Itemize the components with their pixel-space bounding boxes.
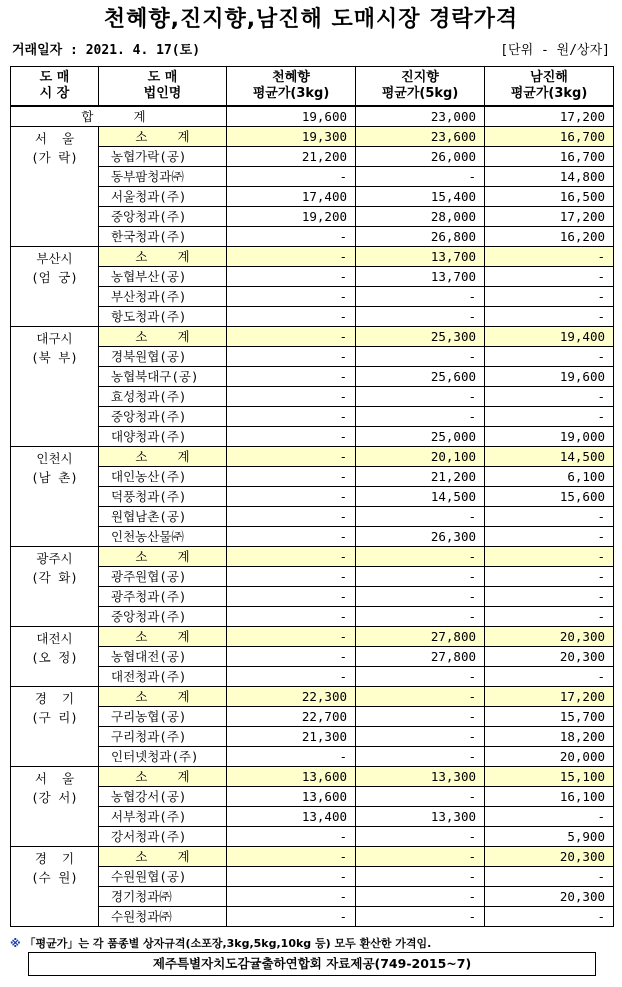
price-value-1: - xyxy=(227,507,356,527)
header-market-line2: 시 장 xyxy=(39,86,70,101)
footnote-mark: ※ xyxy=(10,937,21,950)
market-name: 부산시 xyxy=(36,251,73,266)
price-value-2: - xyxy=(356,407,485,427)
table-row xyxy=(11,527,614,547)
market-name: 경 기 xyxy=(34,851,75,866)
price-value-2: - xyxy=(356,507,485,527)
market-cell xyxy=(11,687,99,767)
price-value-3: 20,300 xyxy=(485,647,614,667)
market-subtotal-row xyxy=(11,447,614,467)
corp-name: 농협가락(공) xyxy=(99,147,227,167)
meta-bar xyxy=(12,40,610,62)
price-value-2: - xyxy=(356,907,485,927)
price-value-3: - xyxy=(485,567,614,587)
price-value-2: - xyxy=(356,747,485,767)
price-value-1: - xyxy=(227,407,356,427)
price-value-3: - xyxy=(485,307,614,327)
corp-name: 경북원협(공) xyxy=(99,347,227,367)
price-value-2: - xyxy=(356,867,485,887)
price-value-2: 26,300 xyxy=(356,527,485,547)
subtotal-value-3: - xyxy=(485,547,614,567)
table-row xyxy=(11,167,614,187)
market-cell xyxy=(11,627,99,687)
price-value-1: - xyxy=(227,347,356,367)
table-row xyxy=(11,387,614,407)
header-market-line1: 도 매 xyxy=(39,70,70,85)
corp-name: 광주청과(주) xyxy=(99,587,227,607)
table-row xyxy=(11,647,614,667)
subtotal-value-1: - xyxy=(227,847,356,867)
price-value-2: - xyxy=(356,787,485,807)
subtotal-label-cell xyxy=(99,687,227,707)
price-value-2: 13,300 xyxy=(356,807,485,827)
price-value-3: - xyxy=(485,407,614,427)
price-value-1: 22,700 xyxy=(227,707,356,727)
total-row xyxy=(11,106,614,127)
table-row xyxy=(11,227,614,247)
price-value-3: - xyxy=(485,267,614,287)
subtotal-value-2: - xyxy=(356,687,485,707)
market-area: (엄 궁) xyxy=(31,270,78,285)
price-value-2: - xyxy=(356,827,485,847)
price-value-2: 15,400 xyxy=(356,187,485,207)
subtotal-label-cell xyxy=(99,247,227,267)
price-value-3: 20,000 xyxy=(485,747,614,767)
price-value-3: - xyxy=(485,807,614,827)
table-row xyxy=(11,407,614,427)
price-value-1: - xyxy=(227,167,356,187)
price-value-1: - xyxy=(227,427,356,447)
header-corp xyxy=(99,67,227,107)
corp-name: 항도청과(주) xyxy=(99,307,227,327)
market-area: (각 화) xyxy=(31,570,78,585)
market-area: (가 락) xyxy=(31,150,78,165)
subtotal-value-1: - xyxy=(227,447,356,467)
subtotal-value-3: 14,500 xyxy=(485,447,614,467)
price-value-2: 26,800 xyxy=(356,227,485,247)
corp-name: 인터넷청과(주) xyxy=(99,747,227,767)
table-row xyxy=(11,467,614,487)
market-cell xyxy=(11,247,99,327)
subtotal-value-1: 13,600 xyxy=(227,767,356,787)
market-name: 대전시 xyxy=(36,631,73,646)
subtotal-value-2: - xyxy=(356,547,485,567)
subtotal-value-3: 16,700 xyxy=(485,127,614,147)
subtotal-label-cell xyxy=(99,127,227,147)
subtotal-value-1: 19,300 xyxy=(227,127,356,147)
subtotal-value-2: 23,600 xyxy=(356,127,485,147)
header-col-1-unit: 평균가(3kg) xyxy=(252,86,330,101)
corp-name: 중앙청과(주) xyxy=(99,207,227,227)
table-row xyxy=(11,667,614,687)
price-value-3: 14,800 xyxy=(485,167,614,187)
price-value-3: - xyxy=(485,527,614,547)
price-value-1: - xyxy=(227,467,356,487)
price-value-1: - xyxy=(227,307,356,327)
market-area: (강 서) xyxy=(31,790,78,805)
price-value-3: - xyxy=(485,867,614,887)
price-value-2: - xyxy=(356,287,485,307)
market-name: 대구시 xyxy=(36,331,73,346)
price-value-2: 13,700 xyxy=(356,267,485,287)
price-value-2: - xyxy=(356,607,485,627)
market-name: 경 기 xyxy=(34,691,75,706)
table-row xyxy=(11,367,614,387)
subtotal-label: 소계 xyxy=(135,129,220,144)
page-title: 천혜향,진지향,남진해 도매시장 경락가격 xyxy=(103,7,519,32)
subtotal-value-3: 20,300 xyxy=(485,627,614,647)
corp-name: 구리청과(주) xyxy=(99,727,227,747)
market-area: (오 정) xyxy=(31,650,78,665)
price-value-1: 13,600 xyxy=(227,787,356,807)
total-value-3: 17,200 xyxy=(485,106,614,127)
price-value-2: - xyxy=(356,887,485,907)
price-value-1: - xyxy=(227,867,356,887)
table-row xyxy=(11,727,614,747)
subtotal-label: 소계 xyxy=(135,629,220,644)
price-value-1: - xyxy=(227,527,356,547)
price-value-3: - xyxy=(485,607,614,627)
price-value-3: - xyxy=(485,907,614,927)
corp-name: 농협부산(공) xyxy=(99,267,227,287)
price-value-1: - xyxy=(227,907,356,927)
market-subtotal-row xyxy=(11,247,614,267)
price-value-1: - xyxy=(227,667,356,687)
price-value-3: 18,200 xyxy=(485,727,614,747)
corp-name: 중앙청과(주) xyxy=(99,607,227,627)
price-value-1: - xyxy=(227,607,356,627)
price-value-1: - xyxy=(227,647,356,667)
price-value-1: - xyxy=(227,487,356,507)
subtotal-value-2: 27,800 xyxy=(356,627,485,647)
market-name: 광주시 xyxy=(36,551,73,566)
market-cell xyxy=(11,547,99,627)
price-value-3: 16,500 xyxy=(485,187,614,207)
market-name: 서 울 xyxy=(34,131,75,146)
price-value-2: - xyxy=(356,307,485,327)
price-value-2: - xyxy=(356,567,485,587)
header-col-3-name: 남진해 xyxy=(530,70,568,85)
market-subtotal-row xyxy=(11,327,614,347)
market-cell xyxy=(11,127,99,247)
subtotal-label-cell xyxy=(99,547,227,567)
market-cell xyxy=(11,327,99,447)
table-row xyxy=(11,207,614,227)
subtotal-value-1: - xyxy=(227,547,356,567)
corp-name: 인천농산물㈜ xyxy=(99,527,227,547)
price-value-3: 20,300 xyxy=(485,887,614,907)
price-value-1: - xyxy=(227,267,356,287)
header-col-1 xyxy=(227,67,356,107)
price-value-2: - xyxy=(356,387,485,407)
price-value-2: - xyxy=(356,727,485,747)
subtotal-label: 소계 xyxy=(135,549,220,564)
subtotal-value-3: 19,400 xyxy=(485,327,614,347)
price-value-2: - xyxy=(356,707,485,727)
corp-name: 대양청과(주) xyxy=(99,427,227,447)
header-col-2 xyxy=(356,67,485,107)
subtotal-value-3: 20,300 xyxy=(485,847,614,867)
footnote-text: 「평균가」는 각 품종별 상자규격(소포장,3kg,5kg,10kg 등) 모두 환산한 가격임. xyxy=(24,937,432,950)
market-area: (남 촌) xyxy=(31,470,78,485)
price-value-1: - xyxy=(227,567,356,587)
source-box: 제주특별자치도감귤출하연합회 자료제공(749-2015~7) xyxy=(28,952,596,976)
header-corp-line2: 법인명 xyxy=(143,86,182,101)
subtotal-label-cell xyxy=(99,767,227,787)
subtotal-label: 소계 xyxy=(135,449,220,464)
subtotal-label: 소계 xyxy=(135,249,220,264)
price-value-3: 16,200 xyxy=(485,227,614,247)
corp-name: 원협남촌(공) xyxy=(99,507,227,527)
market-cell xyxy=(11,847,99,927)
price-value-2: 26,000 xyxy=(356,147,485,167)
corp-name: 대전청과(주) xyxy=(99,667,227,687)
price-value-3: 16,700 xyxy=(485,147,614,167)
market-cell xyxy=(11,447,99,547)
price-value-1: - xyxy=(227,587,356,607)
price-value-3: - xyxy=(485,587,614,607)
subtotal-label-cell xyxy=(99,447,227,467)
price-value-3: - xyxy=(485,347,614,367)
corp-name: 중앙청과(주) xyxy=(99,407,227,427)
corp-name: 수원원협(공) xyxy=(99,867,227,887)
unit-note: [단위 - 원/상자] xyxy=(500,43,610,58)
market-subtotal-row xyxy=(11,627,614,647)
subtotal-label: 소계 xyxy=(135,769,220,784)
price-value-1: - xyxy=(227,367,356,387)
price-value-3: 19,000 xyxy=(485,427,614,447)
subtotal-value-2: 20,100 xyxy=(356,447,485,467)
corp-name: 농협강서(공) xyxy=(99,787,227,807)
header-col-3-unit: 평균가(3kg) xyxy=(510,86,588,101)
price-value-2: 25,000 xyxy=(356,427,485,447)
corp-name: 서부청과(주) xyxy=(99,807,227,827)
table-row xyxy=(11,707,614,727)
table-row xyxy=(11,867,614,887)
price-value-1: - xyxy=(227,287,356,307)
corp-name: 한국청과(주) xyxy=(99,227,227,247)
subtotal-value-2: 13,300 xyxy=(356,767,485,787)
market-cell xyxy=(11,767,99,847)
price-table xyxy=(10,66,614,927)
header-col-2-unit: 평균가(5kg) xyxy=(381,86,459,101)
price-value-1: - xyxy=(227,387,356,407)
table-row xyxy=(11,487,614,507)
price-value-2: 27,800 xyxy=(356,647,485,667)
price-value-3: 15,600 xyxy=(485,487,614,507)
table-row xyxy=(11,347,614,367)
price-value-1: 21,300 xyxy=(227,727,356,747)
subtotal-value-2: 25,300 xyxy=(356,327,485,347)
market-name: 서 울 xyxy=(34,771,75,786)
price-value-3: 15,700 xyxy=(485,707,614,727)
price-value-1: 17,400 xyxy=(227,187,356,207)
total-value-1: 19,600 xyxy=(227,106,356,127)
price-value-3: - xyxy=(485,667,614,687)
subtotal-label-cell xyxy=(99,847,227,867)
price-value-3: 5,900 xyxy=(485,827,614,847)
subtotal-label: 소계 xyxy=(135,689,220,704)
table-row xyxy=(11,827,614,847)
corp-name: 강서청과(주) xyxy=(99,827,227,847)
table-row xyxy=(11,887,614,907)
table-row xyxy=(11,307,614,327)
table-row xyxy=(11,187,614,207)
price-value-1: - xyxy=(227,827,356,847)
header-market xyxy=(11,67,99,107)
table-row xyxy=(11,147,614,167)
price-value-3: 19,600 xyxy=(485,367,614,387)
subtotal-value-2: - xyxy=(356,847,485,867)
table-row xyxy=(11,907,614,927)
corp-name: 경기청과㈜ xyxy=(99,887,227,907)
price-value-1: 13,400 xyxy=(227,807,356,827)
price-value-3: 16,100 xyxy=(485,787,614,807)
table-row xyxy=(11,507,614,527)
corp-name: 부산청과(주) xyxy=(99,287,227,307)
price-value-2: - xyxy=(356,587,485,607)
trade-date: 거래일자 : 2021. 4. 17(토) xyxy=(12,43,201,58)
price-value-3: - xyxy=(485,287,614,307)
corp-name: 농협대전(공) xyxy=(99,647,227,667)
corp-name: 대인농산(주) xyxy=(99,467,227,487)
footnote xyxy=(10,935,431,951)
subtotal-value-1: - xyxy=(227,627,356,647)
table-row xyxy=(11,427,614,447)
corp-name: 농협북대구(공) xyxy=(99,367,227,387)
price-value-2: 28,000 xyxy=(356,207,485,227)
price-value-2: - xyxy=(356,667,485,687)
table-row xyxy=(11,607,614,627)
total-value-2: 23,000 xyxy=(356,106,485,127)
market-subtotal-row xyxy=(11,687,614,707)
market-area: (수 원) xyxy=(31,870,78,885)
table-row xyxy=(11,567,614,587)
table-row xyxy=(11,587,614,607)
price-value-1: 21,200 xyxy=(227,147,356,167)
price-value-3: 17,200 xyxy=(485,207,614,227)
subtotal-value-3: - xyxy=(485,247,614,267)
price-value-3: - xyxy=(485,507,614,527)
table-row xyxy=(11,267,614,287)
subtotal-value-1: - xyxy=(227,247,356,267)
subtotal-value-1: - xyxy=(227,327,356,347)
total-label: 합계 xyxy=(11,106,227,127)
corp-name: 수원청과㈜ xyxy=(99,907,227,927)
header-col-3 xyxy=(485,67,614,107)
corp-name: 구리농협(공) xyxy=(99,707,227,727)
price-value-3: - xyxy=(485,387,614,407)
market-name: 인천시 xyxy=(36,451,73,466)
header-col-1-name: 천혜향 xyxy=(272,70,310,85)
subtotal-label: 소계 xyxy=(135,849,220,864)
table-row xyxy=(11,787,614,807)
corp-name: 광주원협(공) xyxy=(99,567,227,587)
price-value-2: - xyxy=(356,167,485,187)
market-subtotal-row xyxy=(11,767,614,787)
subtotal-label: 소계 xyxy=(135,329,220,344)
table-row xyxy=(11,287,614,307)
price-value-1: - xyxy=(227,227,356,247)
price-value-2: 14,500 xyxy=(356,487,485,507)
price-value-1: - xyxy=(227,887,356,907)
market-area: (북 부) xyxy=(31,350,78,365)
corp-name: 동부팜청과㈜ xyxy=(99,167,227,187)
table-row xyxy=(11,747,614,767)
market-area: (구 리) xyxy=(31,710,78,725)
corp-name: 효성청과(주) xyxy=(99,387,227,407)
header-col-2-name: 진지향 xyxy=(401,70,439,85)
price-value-3: 6,100 xyxy=(485,467,614,487)
market-subtotal-row xyxy=(11,127,614,147)
subtotal-value-3: 15,100 xyxy=(485,767,614,787)
subtotal-value-1: 22,300 xyxy=(227,687,356,707)
corp-name: 서울청과(주) xyxy=(99,187,227,207)
subtotal-label-cell xyxy=(99,627,227,647)
market-subtotal-row xyxy=(11,547,614,567)
subtotal-value-2: 13,700 xyxy=(356,247,485,267)
price-value-2: - xyxy=(356,347,485,367)
subtotal-label-cell xyxy=(99,327,227,347)
header-row xyxy=(11,67,614,107)
price-value-1: 19,200 xyxy=(227,207,356,227)
price-value-2: 21,200 xyxy=(356,467,485,487)
price-value-1: - xyxy=(227,747,356,767)
corp-name: 덕풍청과(주) xyxy=(99,487,227,507)
table-row xyxy=(11,807,614,827)
header-corp-line1: 도 매 xyxy=(147,70,178,85)
subtotal-value-3: 17,200 xyxy=(485,687,614,707)
price-value-2: 25,600 xyxy=(356,367,485,387)
market-subtotal-row xyxy=(11,847,614,867)
